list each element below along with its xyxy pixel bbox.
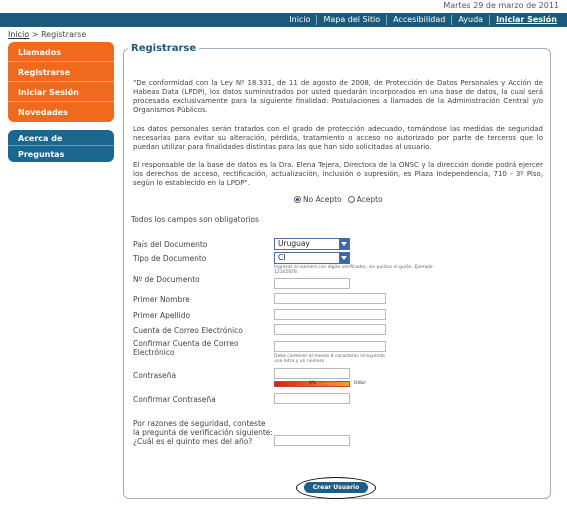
registration-panel [123,43,551,499]
radio-empty-icon [348,196,355,203]
sidebar-item-registrarse[interactable]: Registrarse [8,62,114,82]
radio-no-acepto[interactable] [294,195,342,204]
breadcrumb-separator: > [31,30,39,39]
tipo-documento-select[interactable] [274,252,350,264]
chevron-down-icon [341,242,347,246]
radio-no-acepto-label: No Acepto [303,195,342,204]
pais-documento-select[interactable] [274,238,350,250]
consent-radio-group [294,195,383,204]
breadcrumb-current: Registrarse [40,30,87,39]
confirmar-contrasena-input[interactable] [274,393,350,404]
primer-apellido-input[interactable] [274,309,386,320]
security-answer-input[interactable] [274,435,350,446]
password-strength-bar [274,381,350,387]
confirmar-correo-input[interactable] [274,341,386,352]
security-question: Por razones de seguridad, conteste la pregunta de verificación siguiente: ¿Cuál es el quinto mes del año? [133,419,273,446]
crear-usuario-button[interactable]: Crear Usuario [304,482,368,493]
sidebar-item-acerca-de[interactable]: Acerca de [8,130,114,146]
breadcrumb [8,30,86,39]
sidebar [8,42,114,170]
label-primer-apellido: Primer Apellido [133,311,191,320]
numero-documento-input[interactable] [274,278,350,289]
consent-paragraph-2: Los datos personales serán tratados con el grado de protección adecuado, tomándose las medidas de seguridad necesarias para evitar su alteración, pérdida, tratamiento o acceso no autorizado por parte de terceros que lo puedan utilizar para finalidades distintas para las que han sido solicitadas al usuario. [133,125,543,151]
chevron-down-icon [341,256,347,260]
label-pais-documento: País del Documento [133,240,208,249]
radio-selected-icon [294,196,301,203]
nav-ayuda[interactable]: Ayuda [451,15,489,25]
tipo-documento-value: CI [278,253,286,262]
breadcrumb-home-link[interactable]: Inicio [8,30,30,39]
top-navigation [0,13,567,27]
nav-inicio[interactable]: Inicio [289,15,311,24]
password-hint: Debe contener al menos 8 caracteres incluyendo una letra y un número [274,354,385,364]
label-contrasena: Contraseña [133,371,177,380]
required-fields-note: Todos los campos son obligatorios [131,215,259,224]
password-strength-percent: 0% [309,381,317,386]
current-date: Martes 29 de marzo de 2011 [443,1,559,10]
sidebar-item-preguntas-frecuentes[interactable]: Preguntas Frecuentes [18,150,68,170]
sidebar-item-llamados[interactable]: Llamados [8,42,114,62]
label-primer-nombre: Primer Nombre [133,295,190,304]
correo-input[interactable] [274,324,386,335]
password-strength-label: Débil [354,381,366,386]
nav-mapa-del-sitio[interactable]: Mapa del Sitio [316,15,386,25]
label-correo: Cuenta de Correo Electrónico [133,326,243,335]
label-confirmar-correo: Confirmar Cuenta de Correo Electrónico [133,339,239,357]
label-confirmar-contrasena: Confirmar Contraseña [133,395,216,404]
consent-paragraph-1: "De conformidad con la Ley Nº 18.331, de 11 de agosto de 2008, de Protección de Datos Personales y Acción de Habeas Data (LPDP), los datos suministrados por usted quedarán incorporados en una base de datos, la cual será procesada exclusivamente para la siguiente finalidad: Postulaciones a llamados de la Administración Central y/o Organismos Públicos. [133,79,543,114]
contrasena-input[interactable] [274,368,350,379]
consent-paragraph-3: El responsable de la base de datos es la Dra. Elena Tejera, Directora de la ONSC y la dirección donde podrá ejercer los derechos de acceso, rectificación, actualización, inclusión o supresión, es Plaza Independencia, 710 - 3º Piso, según lo establecido en la LPDP". [133,161,543,187]
nav-accesibilidad[interactable]: Accesibilidad [386,15,451,25]
label-numero-documento: Nº de Documento [133,275,200,284]
panel-title: Registrarse [128,43,199,54]
documento-hint: Ingresar el número con dígito verificador, sin puntos ni guión. Ejemplo: 12345678 [274,265,435,275]
sidebar-secondary-menu [8,130,114,170]
sidebar-item-novedades[interactable]: Novedades [18,108,68,117]
radio-acepto[interactable] [348,195,383,204]
pais-documento-value: Uruguay [278,239,310,248]
radio-acepto-label: Acepto [356,195,383,204]
sidebar-main-menu [8,42,114,122]
primer-nombre-input[interactable] [274,293,386,304]
label-tipo-documento: Tipo de Documento [133,254,207,263]
sidebar-item-iniciar-sesion[interactable]: Iniciar Sesión [8,82,114,102]
nav-iniciar-sesion[interactable]: Iniciar Sesión [489,15,563,25]
